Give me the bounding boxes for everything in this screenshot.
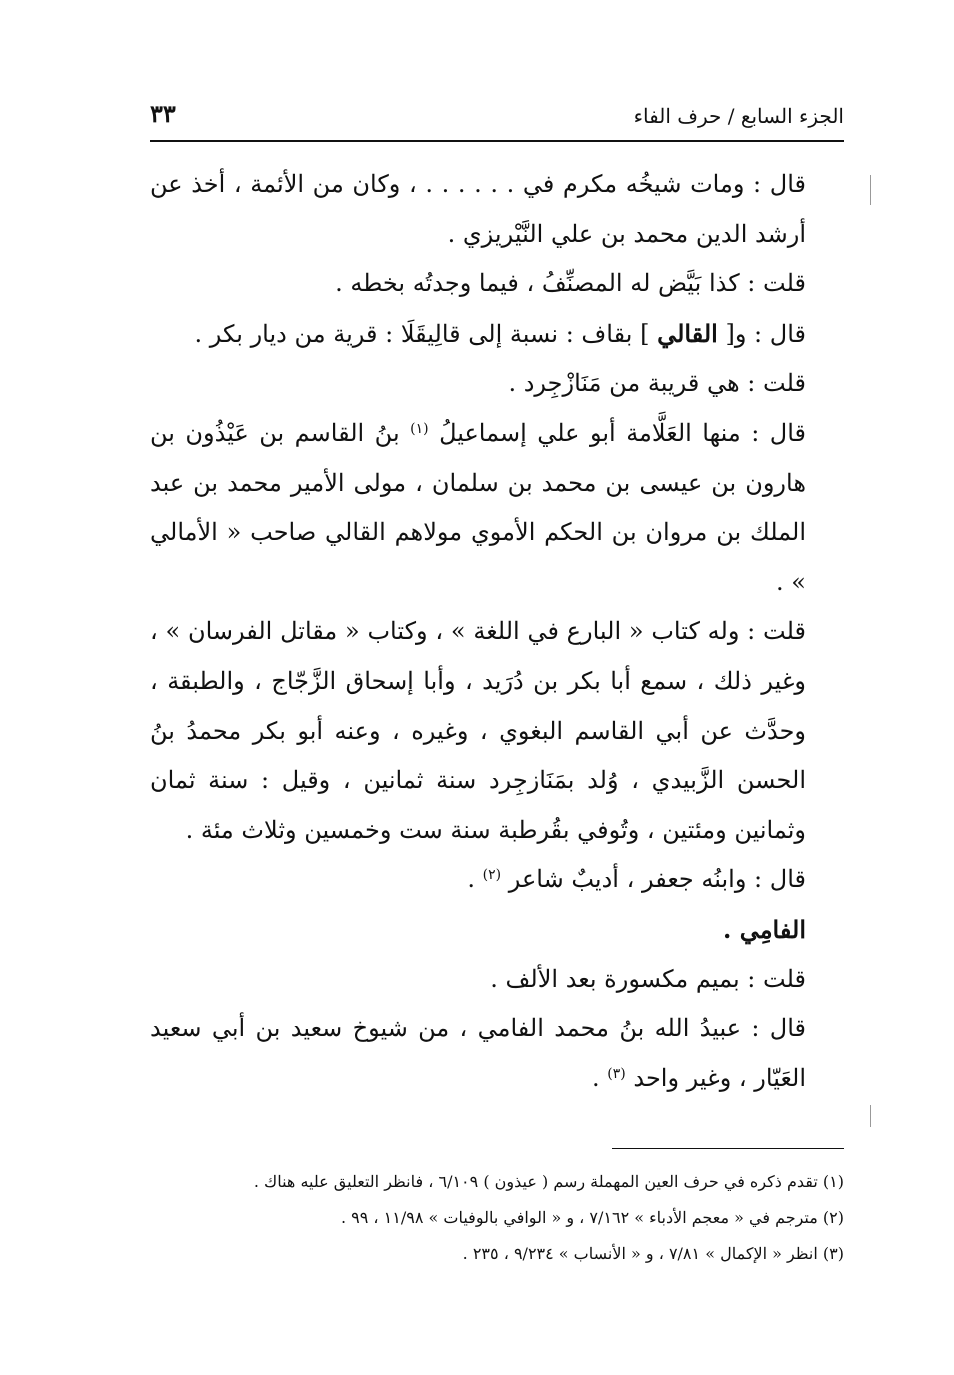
main-text bbox=[150, 160, 844, 1103]
footnote-ref: (٢) bbox=[482, 867, 502, 884]
footnote-ref: (١) bbox=[410, 420, 429, 437]
text-run: قال : منها العَلَّامة أبو علي إسماعيلُ bbox=[439, 418, 806, 447]
footnote: (٣) انظر « الإكمال » ٧/٨١ ، و « الأنساب » ٩/٢٣٤ ، ٢٣٥ . bbox=[462, 1244, 844, 1263]
paragraph bbox=[150, 409, 844, 607]
paragraph bbox=[150, 309, 844, 360]
page-header bbox=[150, 88, 844, 128]
paragraph bbox=[150, 855, 844, 905]
paragraph: قلت : وله كتاب « البارع في اللغة » ، وكتاب « مقاتل الفرسان » ، وغير ذلك ، سمع أبا بكر بن دُرَيد ، وأبا إسحاق الزَّجّاج ، والطبقة ، وحدَّث عن أبي القاسم البغوي ، وغيره ، وعنه أبو بكر محمدُ بنُ الحسن الزَّبيدي ، وُلد بمَنَازجِرد سنة ثمانين ، وقيل : سنة ثمان وثمانين ومئتين ، وتُوفي بقُرطبة سنة ست وخمسين وثلاث مئة . bbox=[150, 617, 807, 844]
text-run: قال : وابنُه جعفر ، أديبٌ شاعر bbox=[508, 865, 806, 894]
entry-heading: الفامِي . bbox=[722, 914, 806, 944]
scan-margin-mark bbox=[870, 175, 871, 205]
text-run: قال : عبيدُ الله بنُ محمد الفامي ، من شيوخ سعيد بن أبي سعيد العَيّار ، وغير واحد bbox=[150, 1014, 806, 1092]
running-title: الجزء السابع / حرف الفاء bbox=[633, 104, 844, 128]
entry-term: القالي bbox=[657, 318, 718, 348]
page-number: ٣٣ bbox=[150, 99, 176, 128]
footnote: (١) تقدم ذكره في حرف العين المهملة رسم ( عيذون ) ٦/١٠٩ ، فانظر التعليق عليه هناك . bbox=[253, 1172, 844, 1191]
header-rule bbox=[150, 140, 844, 142]
footnotes bbox=[150, 1164, 844, 1272]
footnote-ref: (٣) bbox=[607, 1065, 626, 1082]
footnote: (٢) مترجم في « معجم الأدباء » ٧/١٦٢ ، و « الوافي بالوفيات » ١١/٩٨ ، ٩٩ . bbox=[340, 1208, 844, 1227]
paragraph: قال : ومات شيخُه مكرم في . . . . . . ، وكان من الأئمة ، أخذ عن أرشد الدين محمد بن علي النَّيْريزي . bbox=[150, 170, 806, 248]
paragraph: قلت : هي قريبة من مَنَازْجِرد . bbox=[508, 369, 806, 398]
text-run: . bbox=[467, 865, 475, 894]
text-run: ] بقاف : نسبة إلى قالِيقَلَا : قرية من ديار بكر . bbox=[194, 319, 650, 348]
paragraph: قلت : كذا بَيَّض له المصنِّفُ ، فيما وجدتُه بخطه . bbox=[335, 269, 806, 298]
text-run: بنُ القاسم بن عَيْذُون بن هارون بن عيسى بن محمد بن سلمان ، مولى الأمير محمد بن عبد الملك بن مروان بن الحكم الأموي مولاهم القالي صاحب « الأمالي » . bbox=[150, 418, 806, 596]
paragraph bbox=[150, 1004, 844, 1103]
text-run: قال : و[ bbox=[725, 319, 806, 348]
text-run: . bbox=[591, 1063, 600, 1092]
paragraph: قلت : بميم مكسورة بعد الألف . bbox=[490, 964, 806, 993]
scan-margin-mark bbox=[870, 1105, 871, 1127]
footnote-rule bbox=[612, 1148, 844, 1149]
